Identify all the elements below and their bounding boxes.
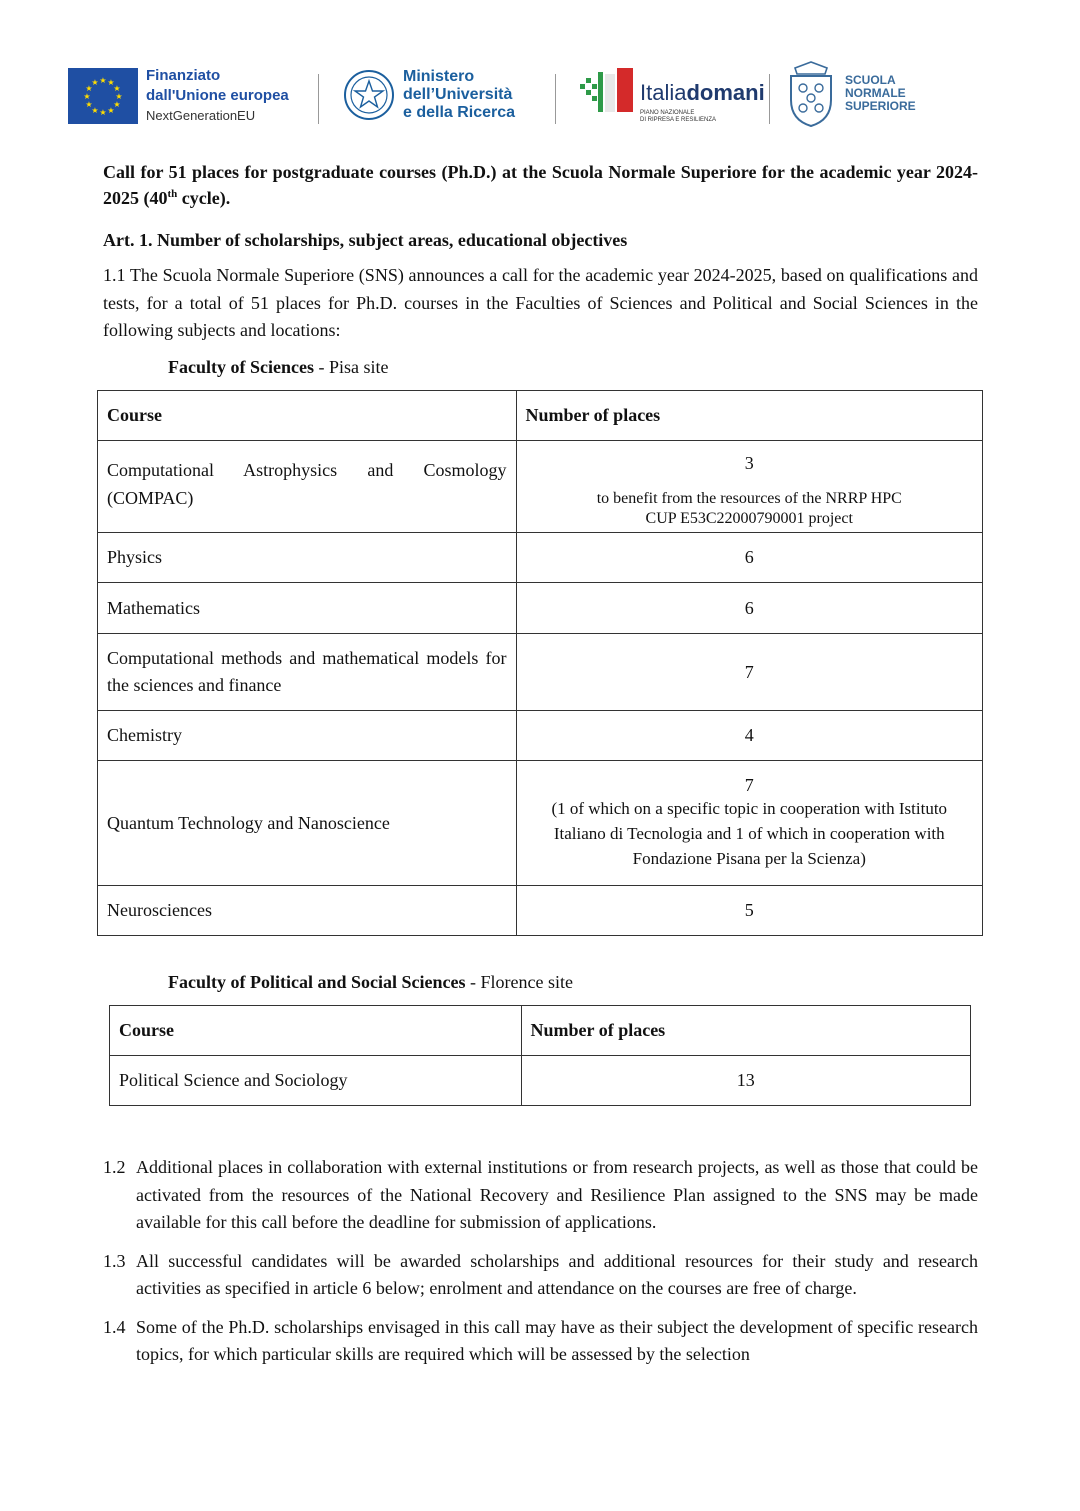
list-item: [103, 1248, 978, 1303]
places-cell: 7: [516, 634, 982, 711]
places-cell: 6: [516, 533, 982, 583]
numbered-items: [103, 1154, 978, 1380]
italiadomani-name-a: Italia: [640, 80, 687, 105]
places-value: 7: [744, 775, 754, 795]
item-text: Additional places in collaboration with external institutions or from research projects, as well as those that could be activated from the resources of the National Recovery and Resilience Plan assigned to the SNS may be made available for this call before the deadline for submission of applications.: [136, 1157, 978, 1232]
course-cell: Political Science and Sociology: [110, 1056, 522, 1106]
places-cell: 6: [516, 583, 982, 634]
faculty-site: - Florence site: [465, 972, 573, 992]
eu-line2: dall'Unione europea: [146, 87, 289, 104]
table-header-row: [110, 1006, 971, 1056]
table-row: [98, 583, 983, 634]
course-cell: Quantum Technology and Nanoscience: [98, 761, 517, 886]
places-cell: [516, 441, 982, 533]
svg-text:★: ★: [113, 100, 121, 109]
course-cell: Chemistry: [98, 711, 517, 761]
faculty-sciences-heading: [168, 357, 388, 378]
course-cell: Neurosciences: [98, 886, 517, 936]
svg-text:★: ★: [99, 76, 107, 85]
sns-line1: SCUOLA: [845, 73, 896, 87]
svg-text:★: ★: [107, 78, 115, 87]
places-note: to benefit from the resources of the NRRP HPC CUP E53C22000790001 project: [596, 490, 902, 527]
ministry-logo: [343, 66, 516, 129]
course-cell: Physics: [98, 533, 517, 583]
ministry-line1: Ministero: [403, 68, 475, 85]
svg-text:★: ★: [85, 84, 93, 93]
item-text: Some of the Ph.D. scholarships envisaged in this call may have as their subject the development of specific research topics, for which particular skills are required which will be assessed by the selection: [136, 1316, 978, 1364]
title-part1: Call for 51 places for postgraduate courses (Ph.D.) at the Scuola Normale Superiore for the academic year 2024-2025 (40: [103, 162, 978, 208]
table-row: [98, 533, 983, 583]
logo-divider: [555, 74, 556, 124]
sns-logo: [783, 60, 916, 135]
italiadomani-logo: [578, 66, 765, 123]
logo-divider: [769, 74, 770, 124]
list-item: [103, 1314, 978, 1369]
item-number: 1.3: [103, 1250, 126, 1271]
political-table: [109, 1005, 971, 1106]
table-row: [98, 711, 983, 761]
header-course: Course: [110, 1006, 522, 1056]
faculty-name: Faculty of Political and Social Sciences: [168, 972, 466, 992]
ministry-line3: e della Ricerca: [403, 104, 516, 121]
table-row: [110, 1056, 971, 1106]
eu-line3: NextGenerationEU: [146, 108, 256, 123]
faculty-political-heading: [168, 972, 573, 993]
places-note: (1 of which on a specific topic in cooperation with Istituto Italiano di Tecnologia and 1 of which in cooperation with Fondazione Pisana per la Scienza): [551, 799, 948, 868]
course-cell: Mathematics: [98, 583, 517, 634]
sns-line2: NORMALE: [845, 86, 906, 100]
svg-text:★: ★: [83, 92, 91, 101]
eu-flag-icon: [68, 68, 138, 124]
svg-text:★: ★: [115, 92, 123, 101]
sciences-table: [97, 390, 983, 936]
logo-divider: [318, 74, 319, 124]
item-text: All successful candidates will be awarded scholarships and additional resources for their study and research activities as specified in article 6 below; enrolment and attendance on the courses are free of charge.: [136, 1250, 978, 1298]
places-cell: 4: [516, 711, 982, 761]
places-cell: [516, 761, 982, 886]
table-row: [98, 886, 983, 936]
faculty-site: - Pisa site: [313, 357, 389, 377]
table-row: [98, 761, 983, 886]
item-number: 1.4: [103, 1316, 126, 1337]
logo-header: [68, 60, 928, 135]
document-title: [103, 161, 978, 209]
header-places: Number of places: [521, 1006, 970, 1056]
svg-text:★: ★: [99, 108, 107, 117]
title-part2: cycle).: [177, 188, 231, 208]
places-value: 3: [744, 453, 754, 473]
ministry-line2: dell’Università: [403, 86, 513, 103]
italiadomani-sub1: PIANO NAZIONALE: [640, 110, 695, 116]
places-cell: 13: [521, 1056, 970, 1106]
italiadomani-sub2: DI RIPRESA E RESILIENZA: [640, 117, 717, 123]
course-cell: Computational methods and mathematical models for the sciences and finance: [98, 634, 517, 711]
italiadomani-name-b: domani: [686, 80, 765, 105]
italian-emblem-icon: [343, 66, 395, 124]
svg-text:★: ★: [91, 106, 99, 115]
svg-text:★: ★: [107, 106, 115, 115]
paragraph-1-1: 1.1 The Scuola Normale Superiore (SNS) announces a call for the academic year 2024-2025, based on qualifications and tests, for a total of 51 places for Ph.D. courses in the Faculties of Sciences and Political and Social Sciences in the following subjects and locations:: [103, 265, 978, 340]
course-cell: Computational Astrophysics and Cosmology (COMPAC): [98, 441, 517, 533]
item-number: 1.2: [103, 1157, 126, 1177]
places-cell: 5: [516, 886, 982, 936]
list-item: [103, 1154, 978, 1237]
table-row: [98, 634, 983, 711]
svg-text:★: ★: [85, 100, 93, 109]
eu-line1: Finanziato: [146, 67, 221, 84]
sns-crest-icon: [783, 60, 839, 130]
faculty-name: Faculty of Sciences: [168, 357, 314, 377]
header-places: Number of places: [516, 391, 982, 441]
table-header-row: [98, 391, 983, 441]
header-course: Course: [98, 391, 517, 441]
article-heading: Art. 1. Number of scholarships, subject areas, educational objectives: [103, 230, 628, 250]
table-row: [98, 441, 983, 533]
title-superscript: th: [167, 188, 178, 200]
italia-tricolor-icon: [578, 66, 636, 118]
svg-text:★: ★: [113, 84, 121, 93]
svg-text:★: ★: [91, 78, 99, 87]
sns-line3: SUPERIORE: [845, 99, 916, 113]
